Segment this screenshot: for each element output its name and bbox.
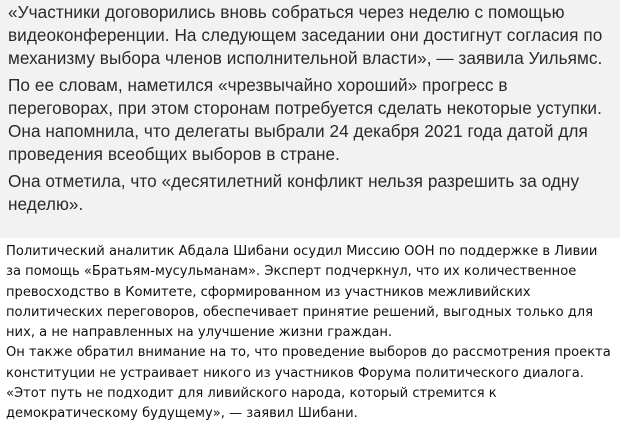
- quote-paragraph-progress: По ее словам, наметился «чрезвычайно хороший» прогресс в переговорах, при этом сторонам потребуется сделать некоторые уступки. Она напомнила, что делегаты выбрали 24 декабря 2021 года датой для проведения всеобщих выборов в стране.: [8, 75, 602, 164]
- analysis-section: [0, 242, 620, 425]
- quote-paragraph-williams: «Участники договорились вновь собраться через неделю с помощью видеоконференции. На следующем заседании они достигнут согласия по механизму выбора членов исполнительной власти», — заявила Уильямс.: [8, 2, 603, 68]
- analysis-paragraph-shibani: Политический аналитик Абдала Шибани осудил Миссию ООН по поддержке в Ливии за помощь «Братьям-мусульманам». Эксперт подчеркнул, что их количественное превосходство в Комитете, сформированном из участников межливийских политических переговоров, обеспечивает принятие решений, выгодных только для них, а не направленных на улучшение жизни граждан.: [6, 244, 598, 341]
- analysis-paragraph-elections: Он также обратил внимание на то, что проведение выборов до рассмотрения проекта конституции не устраивает никого из участников Форума политического диалога. «Этот путь не подходит для ливийского народа, который стремится к демократическому будущему», — заявил Шибани.: [6, 345, 611, 422]
- quote-paragraph-conflict: Она отметила, что «десятилетний конфликт нельзя разрешить за одну неделю».: [8, 171, 580, 214]
